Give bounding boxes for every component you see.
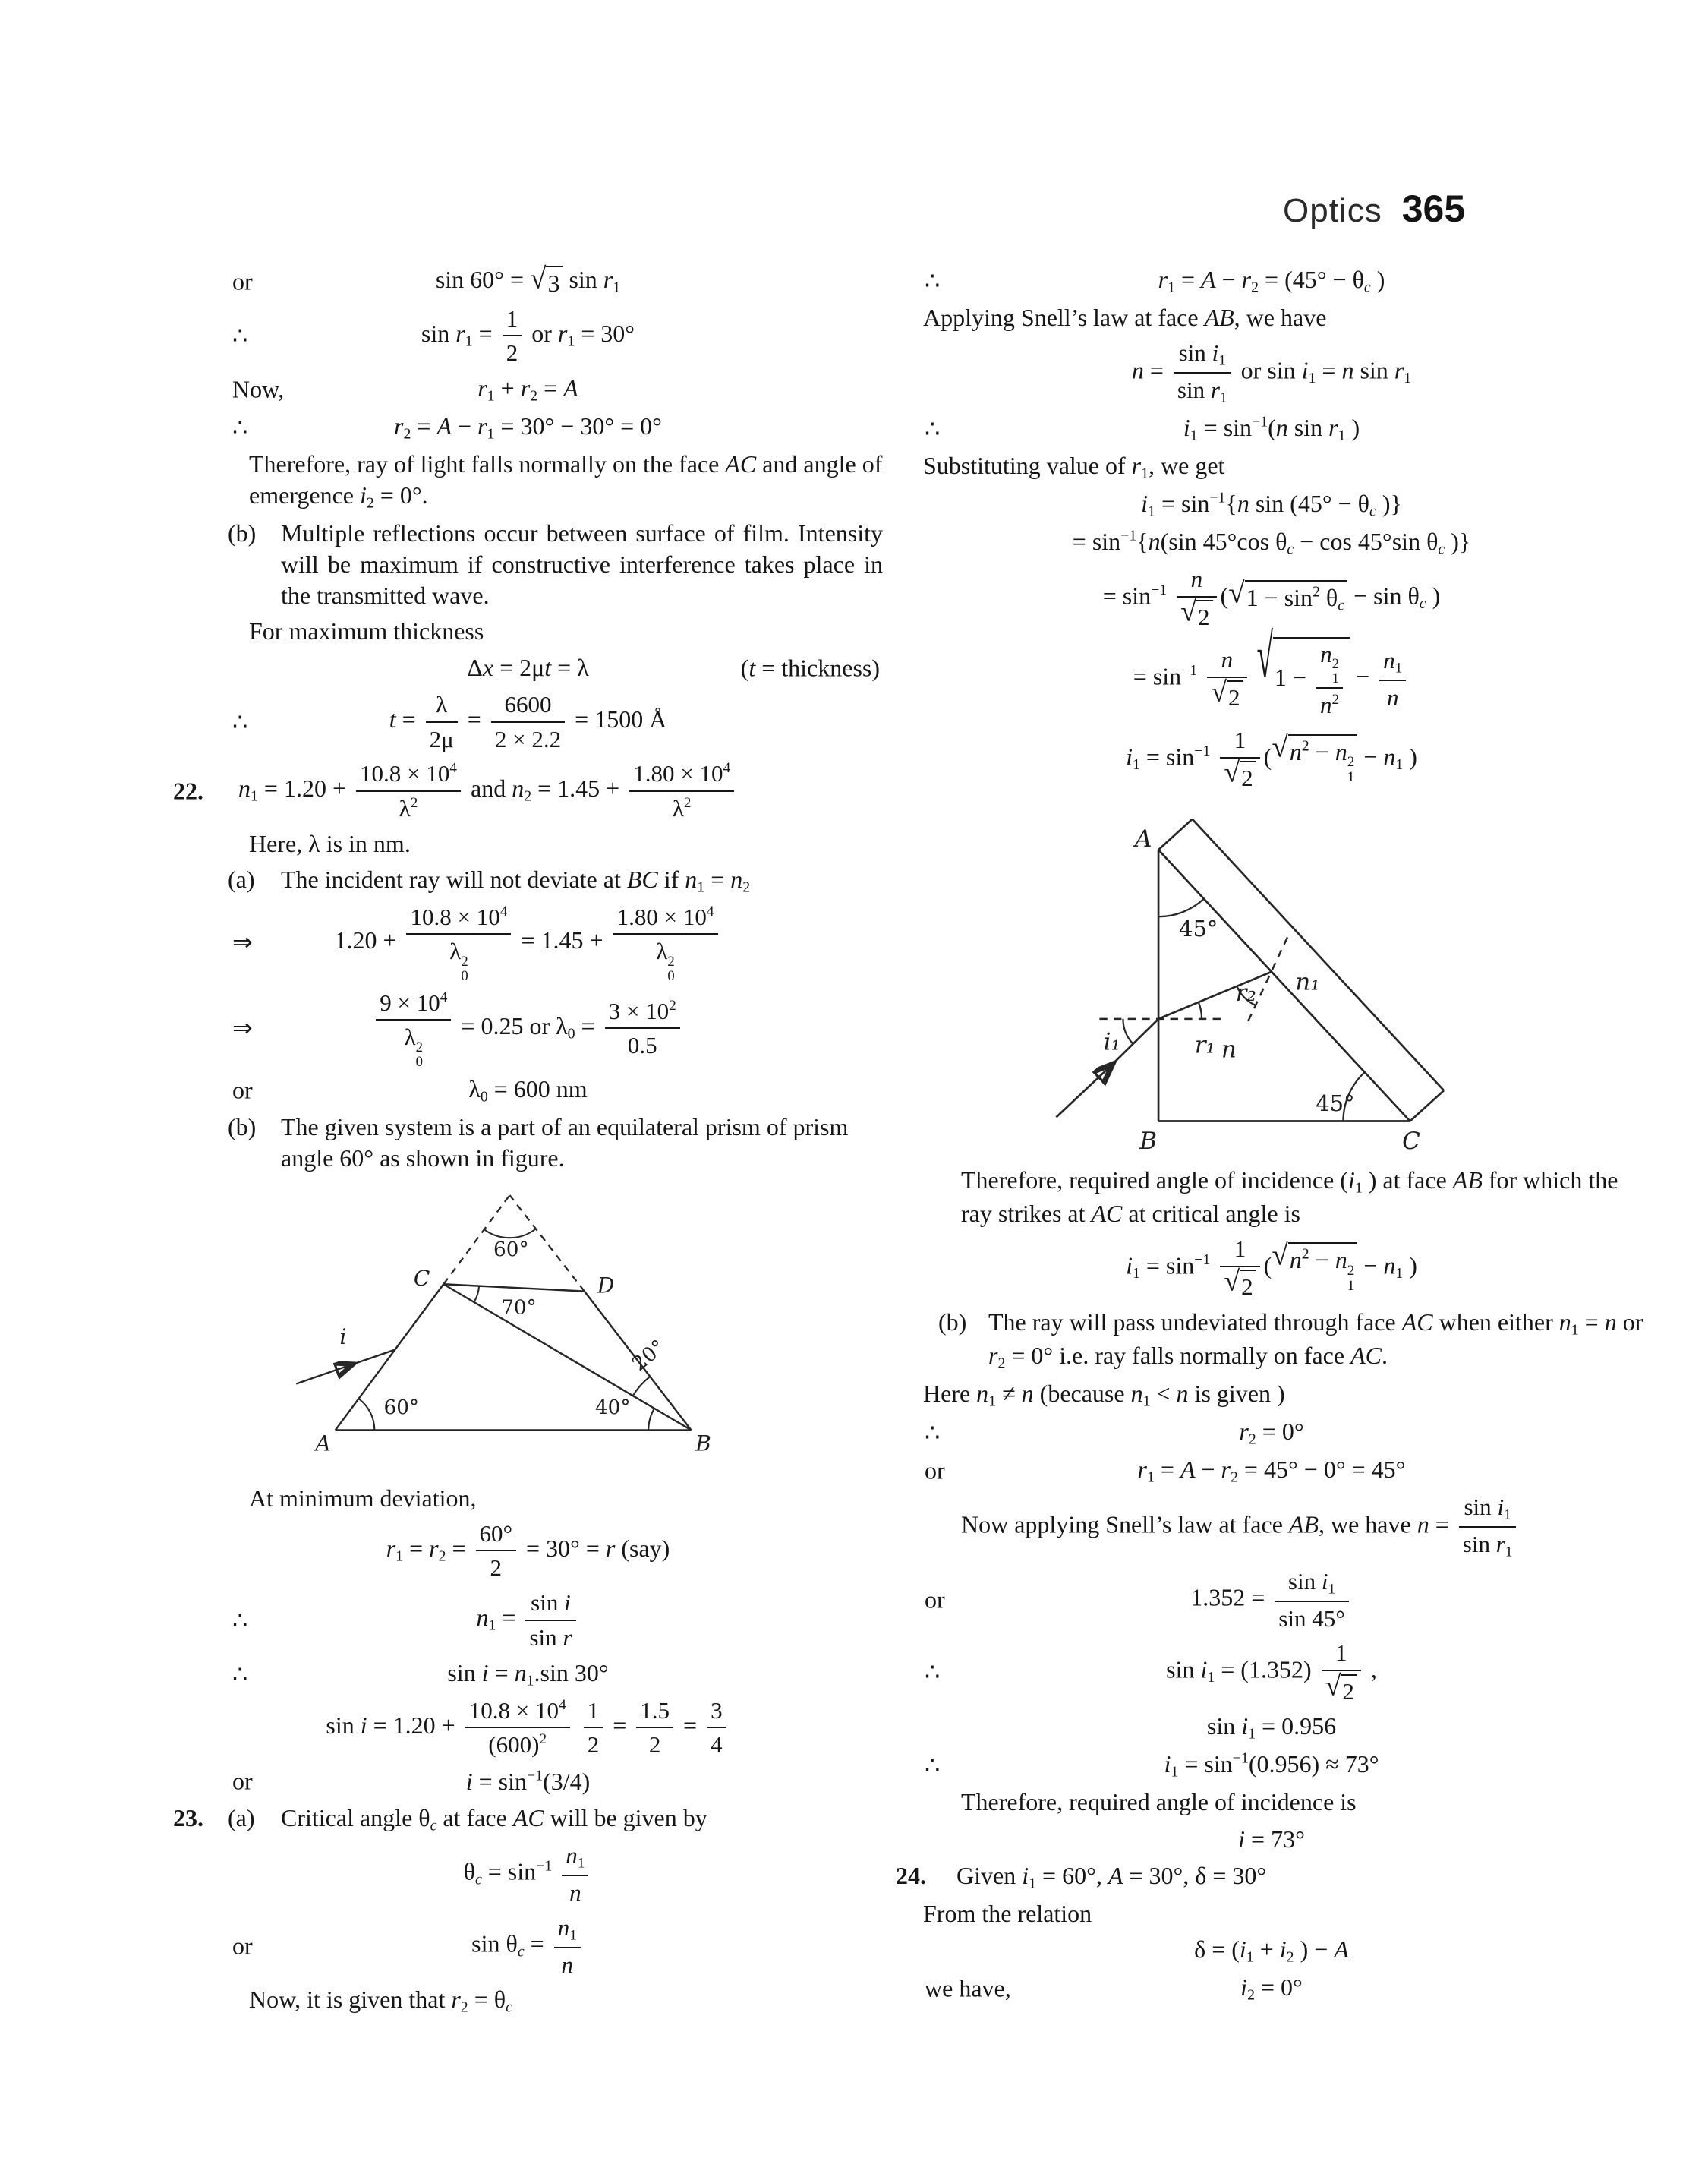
equation-line (896, 264, 1647, 298)
slab-top-edge (1158, 819, 1193, 850)
angle-i1-arc (1123, 1019, 1132, 1043)
fig2-n-label: n (1221, 1036, 1237, 1064)
math-content: sin i = 1.20 + $\frac{10.8 \times 10^4}{(600)^2}$ $\frac{1}{2}$ = $\frac{1.5}{2}$ = $\frac{3}{4}$ (326, 1696, 730, 1760)
equation-label: ⇒ (232, 928, 253, 956)
equation-line (173, 1841, 883, 1908)
math-content: Now applying Snell’s law at face AB, we have n = $\frac{\text{sin i1}}{\text{sin r1}}$ (961, 1492, 1520, 1562)
equation-note: (t = thickness) (740, 654, 880, 682)
equation-line (173, 1519, 883, 1583)
math-content: $i1 = \sin^{-1}\{n$ sin (45° − θc )} (1141, 489, 1402, 520)
text-line (896, 1307, 1647, 1374)
face-CD (443, 1284, 585, 1291)
equation-line (896, 1454, 1647, 1487)
text-line (173, 1984, 883, 2017)
math-content: sin θc = $\frac{n1}{n}$ (471, 1913, 585, 1980)
equation-label: or (232, 267, 253, 295)
equation-label: ⇒ (232, 1014, 253, 1042)
equilateral-prism-figure (264, 1185, 883, 1475)
text-line (896, 1787, 1647, 1818)
math-content: r2 = A − r1 = 30° − 30° = 0° (394, 412, 662, 443)
equation-line (896, 1972, 1647, 2005)
text-line (896, 302, 1647, 333)
math-content: Therefore, required angle of incidence (i1 ) at face AB for which the ray strikes at AC at critical angle is (961, 1166, 1618, 1227)
math-content: sin i = n1.sin 30° (447, 1658, 609, 1689)
math-content: r1 + r2 = A (477, 374, 578, 405)
equation-line (896, 412, 1647, 446)
equation-line (173, 1765, 883, 1798)
fig2-i1-label: i₁ (1103, 1028, 1120, 1056)
math-content: From the relation (923, 1900, 1092, 1928)
item-number: 23. (173, 1804, 203, 1832)
math-content: $i1 = \sin^{-1}$ 1 √ 2 ( √ $n^2 - n$ 2 1 − n1 ) (1126, 725, 1417, 793)
equation-label: or (232, 1932, 253, 1960)
equation-label: Now, (232, 375, 285, 403)
text-line (173, 449, 883, 513)
math-content: $i = \sin^{-1}(3/4)$ (465, 1767, 591, 1795)
math-content: Multiple reflections occur between surface of film. Intensity will be maximum if constructive interference takes place in the transmitted wave. (281, 519, 883, 609)
math-content: = $\sin^{-1}$ n √ 2 √ 1 − n 2 1 $n^2$ − $\frac{n1}{n}$ (1133, 637, 1410, 721)
equation-line (173, 264, 883, 299)
equation-label: or (232, 1767, 253, 1795)
equation-line (896, 1749, 1647, 1782)
text-line (896, 1492, 1647, 1562)
equation-line (896, 725, 1647, 793)
math-content: sin r1 = $\frac{1}{2}$ or r1 = 30° (421, 304, 635, 368)
math-content: $i1 = \sin^{-1}$ 1 √ 2 ( √ $n^2 - n$ 2 1 − n1 ) (1126, 1234, 1417, 1302)
math-content: Δx = 2μt = λ (467, 654, 589, 682)
equation-line (173, 1696, 883, 1760)
math-content: Given i1 = 60°, A = 30°, δ = 30° (956, 1862, 1267, 1892)
math-content: 1.352 = $\frac{\text{sin i1}}{\sin 45^\circ}$ (1190, 1566, 1352, 1634)
equation-line (896, 623, 1647, 721)
item-number: 24. (896, 1862, 926, 1890)
math-content: r1 = A − r2 = 45° − 0° = 45° (1137, 1455, 1406, 1486)
chapter-title: Optics (1283, 192, 1382, 229)
math-content: sin i1 = 0.956 (1206, 1712, 1337, 1743)
fig1-vertex-a-label: A (315, 1431, 331, 1456)
apex-angle-arc (484, 1229, 536, 1238)
math-content: $i1 = \sin^{-1}(0.956) \approx 73^\circ$ (1164, 1750, 1379, 1781)
equation-line (173, 651, 883, 685)
equation-line (896, 488, 1647, 522)
text-line (896, 1898, 1647, 1929)
equation-label: ∴ (925, 1658, 941, 1686)
text-line (173, 616, 883, 647)
math-content: n1 = $\frac{\text{sin i}}{\text{sin r}}$ (476, 1588, 579, 1652)
math-content: The given system is a part of an equilateral prism of prism angle 60° as shown in figure. (281, 1112, 849, 1172)
fig2-vertex-b-label: B (1139, 1127, 1158, 1155)
fig1-vertex-d-label: D (597, 1273, 615, 1298)
equation-label: ∴ (232, 1606, 248, 1634)
equation-label: ∴ (232, 321, 248, 349)
slab-bottom-edge (1410, 1090, 1445, 1121)
fig2-n1-label: n₁ (1295, 968, 1320, 996)
equation-line (173, 304, 883, 368)
part-tag: (a) (228, 865, 255, 893)
right-prism-slab-figure (1025, 803, 1647, 1159)
math-content: Substituting value of r1, we get (923, 451, 1225, 482)
math-content: i = 73° (1238, 1825, 1305, 1853)
math-content: r1 = A − r2 = (45° − θc ) (1158, 266, 1385, 296)
equation-label: ∴ (925, 267, 941, 295)
hypotenuse-AC (1158, 850, 1410, 1121)
text-line (173, 518, 883, 611)
math-content: r1 = r2 = $\frac{60^\circ}{2}$ = 30° = r (say) (386, 1519, 670, 1583)
fig2-r1-label: r₁ (1194, 1031, 1216, 1059)
fig1-incident-ray-label: i (339, 1323, 347, 1349)
math-content: t = $\frac{\lambda}{2\mu}$ = $\frac{6600}{2 \times 2.2}$ = 1500 Å (389, 689, 667, 754)
fig1-apex-angle-label: 60° (493, 1238, 529, 1261)
item-number: 22. (173, 777, 203, 805)
equation-label: ∴ (232, 708, 248, 736)
equation-line (173, 759, 883, 823)
math-content: Critical angle θc at face AC will be given by (281, 1804, 707, 1834)
text-line (173, 1483, 883, 1514)
incident-ray (1056, 1067, 1109, 1117)
fig1-vertex-b-label: B (695, 1431, 711, 1456)
equation-line (896, 1711, 1647, 1744)
math-content: Here n1 ≠ n (because n1 < n is given ) (923, 1379, 1285, 1410)
fig1-angle-70-label: 70° (501, 1296, 537, 1320)
math-content: n1 = 1.20 + $\frac{10.8 \times 10^4}{\lambda^2}$ and n2 = 1.45 + $\frac{1.80 \times 10^4}{\lambda^2}$ (238, 759, 738, 823)
angle-70-arc (474, 1286, 480, 1302)
equation-label: we have, (925, 1974, 1011, 2002)
left-column (173, 260, 883, 2022)
equation-label: ∴ (925, 1751, 941, 1779)
equation-line (173, 1658, 883, 1691)
math-content: The ray will pass undeviated through face AC when either n1 = n or r2 = 0° i.e. ray falls normally on face AC. (988, 1308, 1643, 1372)
text-line (173, 828, 883, 860)
part-tag: (b) (228, 1112, 257, 1140)
right-column (896, 260, 1647, 2010)
equation-line (173, 411, 883, 444)
equation-line (173, 373, 883, 406)
page-number: 365 (1401, 188, 1466, 230)
incident-ray (296, 1365, 349, 1383)
text-line (896, 1860, 1647, 1894)
fig2-angle-45-top-label: 45° (1179, 916, 1218, 942)
angle-40-arc (648, 1409, 654, 1430)
equation-line (173, 988, 883, 1069)
fig2-r2-label: r₂ (1235, 979, 1256, 1007)
equation-line (896, 526, 1647, 560)
math-content: The incident ray will not deviate at BC if n1 = n2 (281, 865, 751, 896)
fig1-angle-40-label: 40° (594, 1396, 631, 1419)
equation-line (896, 1234, 1647, 1302)
equation-line (896, 1416, 1647, 1450)
equation-line (173, 1588, 883, 1652)
math-content: n = $\frac{\text{sin i1}}{\text{sin r1}}$ or sin i1 = n sin r1 (1132, 338, 1411, 408)
math-content: Now, it is given that r2 = θc (249, 1986, 512, 2016)
math-content: 1.20 + $10.8 \times 10^4$ λ 2 0 = 1.45 + $1.80 \times 10^4$ λ 2 0 (334, 902, 721, 983)
equation-label: ∴ (925, 415, 941, 443)
math-content: $\theta c = \sin^{-1}$ $\frac{n1}{n}$ (464, 1841, 593, 1908)
equation-line (173, 1913, 883, 1980)
math-content: Here, λ is in nm. (249, 829, 411, 857)
right-prism-slab-diagram (1025, 803, 1465, 1153)
fig1-vertex-c-label: C (413, 1265, 430, 1291)
equation-label: or (232, 1076, 253, 1104)
math-content: Applying Snell’s law at face AB, we have (923, 304, 1327, 331)
angle-60-arc (359, 1399, 375, 1430)
part-tag: (a) (228, 1804, 255, 1832)
math-content: δ = (i1 + i2 ) − A (1194, 1935, 1349, 1966)
equation-line (896, 1638, 1647, 1706)
math-content: = $\sin^{-1}\{n(\sin$ 45°cos θc − cos 45°sin θc )} (1072, 527, 1471, 558)
equation-line (896, 338, 1647, 408)
text-line (896, 1165, 1647, 1229)
equation-line (173, 689, 883, 754)
fig1-angle-60a-label: 60° (383, 1396, 420, 1419)
equation-line (896, 1566, 1647, 1634)
text-line (173, 864, 883, 897)
math-content: $9 \times 10^4$ λ 2 0 = 0.25 or λ0 = $\frac{3 \times 10^2}{0.5}$ (372, 988, 684, 1069)
equation-label: ∴ (232, 413, 248, 441)
prism-triangle-diagram (264, 1185, 720, 1469)
equation-label: or (925, 1585, 945, 1614)
equation-line (173, 902, 883, 983)
math-content: sin 60° = √ 3 sin r1 (436, 264, 620, 299)
part-tag: (b) (938, 1308, 967, 1336)
math-content: At minimum deviation, (249, 1484, 477, 1512)
math-content: i2 = 0° (1240, 1973, 1303, 2004)
angle-r1-arc (1199, 1002, 1202, 1019)
text-line (896, 1378, 1647, 1412)
math-content: $i1 = \sin^{-1}(n$ sin r1 ) (1183, 413, 1360, 444)
math-content: For maximum thickness (249, 617, 484, 645)
equation-line (173, 1074, 883, 1107)
angle-45-top-arc (1158, 898, 1204, 916)
math-content: r2 = 0° (1239, 1417, 1304, 1448)
math-content: Therefore, required angle of incidence is (961, 1788, 1357, 1816)
normal-at-AC-dashed (1248, 932, 1290, 1021)
math-content: Therefore, ray of light falls normally on the face AC and angle of emergence i2 = 0°. (249, 450, 883, 512)
page-header (1283, 187, 1465, 231)
fig2-vertex-a-label: A (1135, 825, 1152, 853)
part-tag: (b) (228, 519, 257, 547)
text-line (173, 1803, 883, 1836)
equation-line (896, 1822, 1647, 1856)
equation-label: or (925, 1456, 945, 1484)
angle-20-arc (633, 1377, 651, 1396)
math-content: sin i1 = (1.352) 1 √ 2 , (1166, 1638, 1377, 1706)
math-content: = $\sin^{-1}$ n √ 2 ( √ $1 - \sin^2 \theta c$ − sin θc ) (1103, 564, 1441, 633)
equation-label: ∴ (925, 1418, 941, 1446)
fig1-angle-20-label: 20° (628, 1335, 670, 1376)
equation-line (896, 1934, 1647, 1967)
math-content: λ0 = 600 nm (468, 1074, 588, 1106)
fig2-angle-45-bottom-label: 45° (1316, 1090, 1355, 1116)
text-line (896, 450, 1647, 484)
text-line (173, 1112, 883, 1174)
fig2-vertex-c-label: C (1402, 1127, 1420, 1155)
equation-label: ∴ (232, 1660, 248, 1688)
